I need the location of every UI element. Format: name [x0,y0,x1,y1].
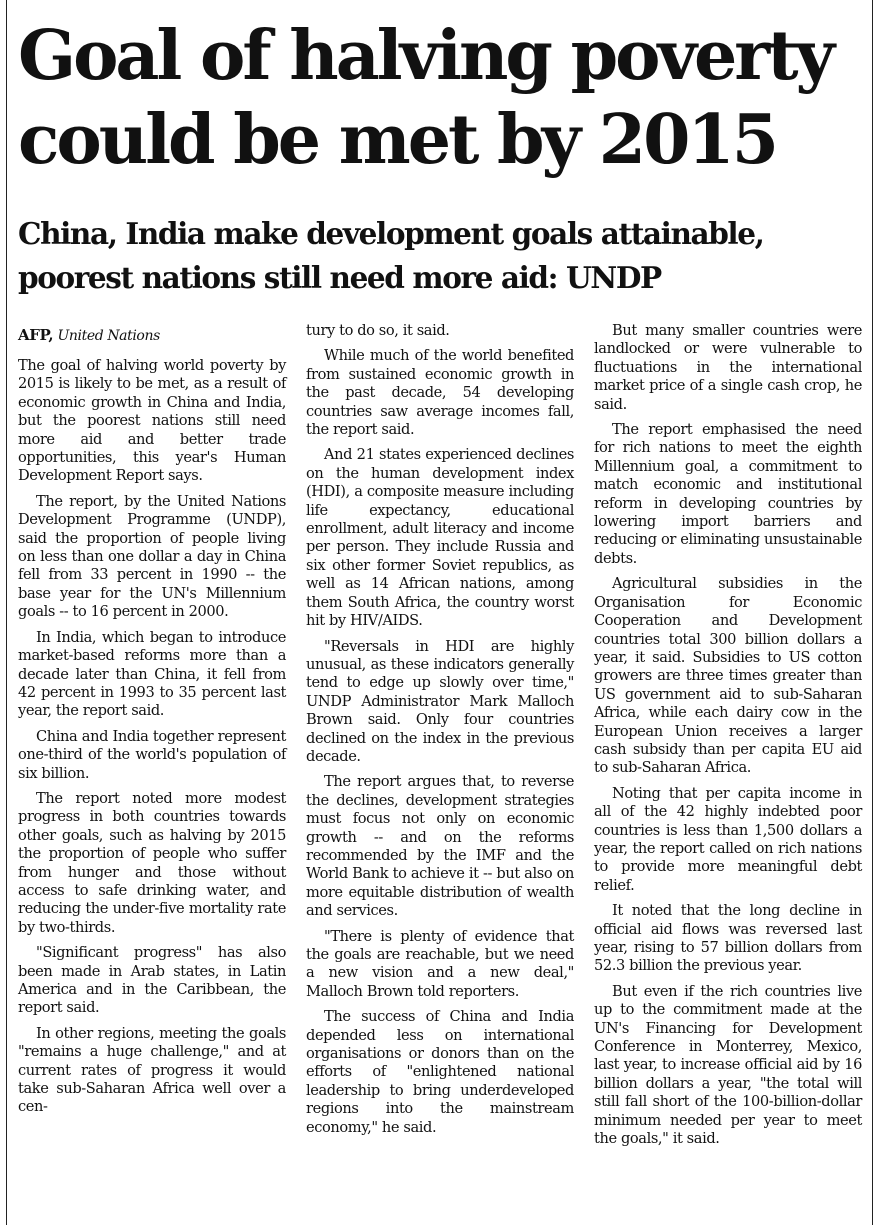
article-column-2 [306,322,574,1144]
article-paragraph: But many smaller countries were landlocked or were vulnerable to fluctuations in the international market price of a single cash crop, he said. [594,322,862,413]
article-paragraph: In India, which began to introduce market-based reforms more than a decade later than China, it fell from 42 percent in 1993 to 35 percent last year, the report said. [18,628,286,720]
article-paragraph: The report, by the United Nations Development Programme (UNDP), said the proportion of people living on less than one dollar a day in China fell from 33 percent in 1990 -- the base year for the UN's Millennium goals -- to 16 percent in 2000. [18,492,286,621]
article-column-3 [594,322,862,1155]
headline: Goal of halving poverty could be met by 2015 [18,16,833,180]
article-paragraph: The report argues that, to reverse the declines, development strategies must focus not only on economic growth -- and on the reforms recommended by the IMF and the World Bank to achieve it -- but also on more equitable distribution of wealth and services. [306,773,574,920]
article-paragraph: It noted that the long decline in official aid flows was reversed last year, rising to 57 billion dollars from 52.3 billion the previous year. [594,902,862,975]
article-paragraph: tury to do so, it said. [306,322,450,339]
article-paragraph: "Reversals in HDI are highly unusual, as these indicators generally tend to edge up slowly over time," UNDP Administrator Mark Malloch Brown said. Only four countries declined on the index in the previous decade. [306,637,574,765]
article-paragraph: China and India together represent one-third of the world's population of six billion. [18,727,286,782]
byline-dateline: United Nations [57,328,160,344]
article-column-1 [18,322,286,1124]
article-paragraph: And 21 states experienced declines on the human development index (HDI), a composite measure including life expectancy, educational enrollment, adult literacy and income per person. They include Russia and six other former Soviet republics, as well as 14 African nations, among them South Africa, the country worst hit by HIV/AIDS. [306,446,574,630]
article-paragraph: The report noted more modest progress in both countries towards other goals, such as halving by 2015 the proportion of people who suffer from hunger and those without access to safe drinking water, and reducing the under-five mortality rate by two-thirds. [18,789,286,936]
left-column-rule [6,0,7,1225]
article-paragraph: The report emphasised the need for rich nations to meet the eighth Millennium goal, a commitment to match economic and institutional reform in developing countries by lowering import barriers and reducing or eliminating unsustainable debts. [594,421,862,567]
article-paragraph: The goal of halving world poverty by 2015 is likely to be met, as a result of economic growth in China and India, but the poorest nations still need more aid and better trade opportunities, this year's Human Development Report says. [18,357,286,485]
byline-agency: AFP, [18,326,54,344]
article-paragraph: In other regions, meeting the goals "remains a huge challenge," and at current rates of progress it would take sub-Saharan Africa well over a cen- [18,1024,286,1116]
article-paragraph: While much of the world benefited from sustained economic growth in the past decade, 54 developing countries saw average incomes fall, the report said. [306,347,574,439]
article-paragraph: "There is plenty of evidence that the goals are reachable, but we need a new vision and a new deal," Malloch Brown told reporters. [306,927,574,1000]
byline [18,326,286,345]
subheadline: China, India make development goals attainable, poorest nations still need more aid: UNDP [18,216,764,295]
article-paragraph: But even if the rich countries live up to the commitment made at the UN's Financing for Development Conference in Monterrey, Mexico, last year, to increase official aid by 16 billion dollars a year, "the total will still fall short of the 100-billion-dollar minimum needed per year to meet the goals," it said. [594,982,862,1148]
article-paragraph: "Significant progress" has also been made in Arab states, in Latin America and in the Caribbean, the report said. [18,944,286,1017]
article-paragraph: Agricultural subsidies in the Organisation for Economic Cooperation and Development countries total 300 billion dollars a year, it said. Subsidies to US cotton growers are three times greater than US government aid to sub-Saharan Africa, while each dairy cow in the European Union receives a larger cash subsidy than per capita EU aid to sub-Saharan Africa. [594,575,862,777]
article-paragraph: Noting that per capita income in all of the 42 highly indebted poor countries is less than 1,500 dollars a year, the report called on rich nations to provide more meaningful debt relief. [594,784,862,894]
right-column-rule [872,0,873,1225]
article-paragraph: The success of China and India depended less on international organisations or donors than on the efforts of "enlightened national leadership to bring underdeveloped regions into the mainstream economy," he said. [306,1008,574,1136]
